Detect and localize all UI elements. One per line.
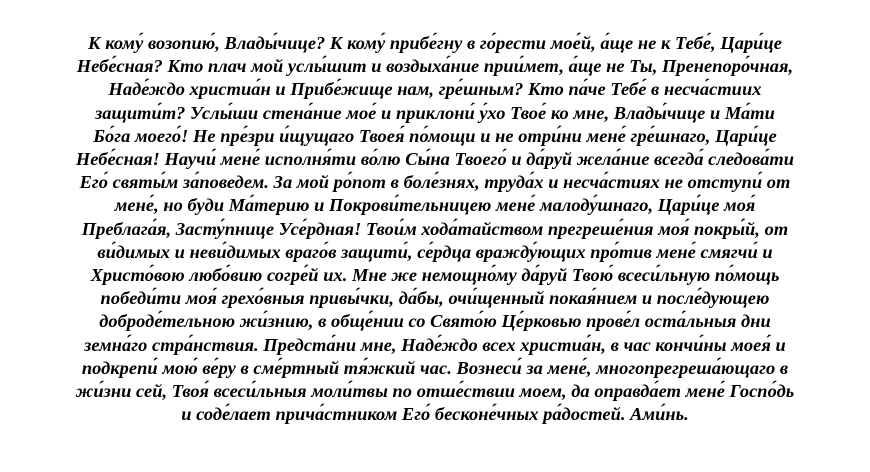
prayer-line: защити́т? Услы́ши стена́ние мое́ и приклони́ у́хо Твое́ ко мне, Влады́чице и Ма́ти <box>95 102 775 123</box>
prayer-line: ви́димых и неви́димых враго́в защити́, се́рдца вражду́ющих про́тив мене́ смягчи́ и <box>97 241 773 262</box>
prayer-line: Наде́ждо христиа́н и Прибе́жище нам, гре́шным? Кто па́че Тебе́ в несча́стиих <box>108 79 762 100</box>
prayer-line: доброде́тельною жи́знию, в обще́нии со Свято́ю Це́рковью прове́л оста́льныя дни <box>99 311 771 332</box>
prayer-line: Небе́сная! Научи́ мене́ исполня́ти во́лю Сы́на Твоего́ и да́руй жела́ние всегда́ следова́ти <box>75 149 795 170</box>
prayer-line: Его́ святы́м за́поведем. За мой ро́пот в боле́знях, труда́х и несча́стиях не отступи́ от <box>79 172 791 193</box>
prayer-line: мене́, но буди Ма́терию и Покрови́тельницею мене́ малоду́шнаго, Цари́це моя́ <box>114 195 756 216</box>
prayer-line: и соде́лает прича́стником Его́ бесконе́чных ра́достей. Ами́нь. <box>181 404 689 425</box>
prayer-line: подкрепи́ мою́ ве́ру в сме́ртный тя́жкий час. Вознеси́ за мене́, многопрегреша́ющаго в <box>81 357 789 378</box>
prayer-text <box>20 32 850 426</box>
prayer-line: К кому́ возопию́, Влады́чице? К кому́ прибе́гну в го́рести мое́й, а́ще не к Тебе́, Цари́це <box>88 33 782 53</box>
prayer-line: Бо́га моего́! Не пре́зри и́щущаго Твоея́ по́мощи и не отри́ни мене́ гре́шнаго, Цари́це <box>93 125 777 146</box>
prayer-line: Преблага́я, Засту́пнице Усе́рдная! Твои́м хода́тайством прегреше́ния моя́ покры́й, от <box>81 218 789 239</box>
prayer-line: Небе́сная? Кто плач мой услы́шит и воздыха́ние прии́мет, а́ще не Ты, Пренепоро́чная, <box>76 56 794 77</box>
prayer-line: жи́зни сей, Твоя́ всеси́льныя моли́твы по отше́ствии моем, да оправда́ет мене́ Госпо́дь <box>75 381 795 402</box>
prayer-line: земна́го стра́нствия. Предста́ни мне, Наде́ждо всех христиа́н, в час кончи́ны моея́ и <box>84 334 786 355</box>
prayer-line: Христо́вою любо́вию согре́й их. Мне же немощно́му да́руй Твою́ всеси́льную по́мощь <box>90 265 780 286</box>
prayer-line: победи́ти моя́ грехо́вныя привы́чки, да́бы, очи́щенный покая́нием и после́дующею <box>100 288 770 309</box>
